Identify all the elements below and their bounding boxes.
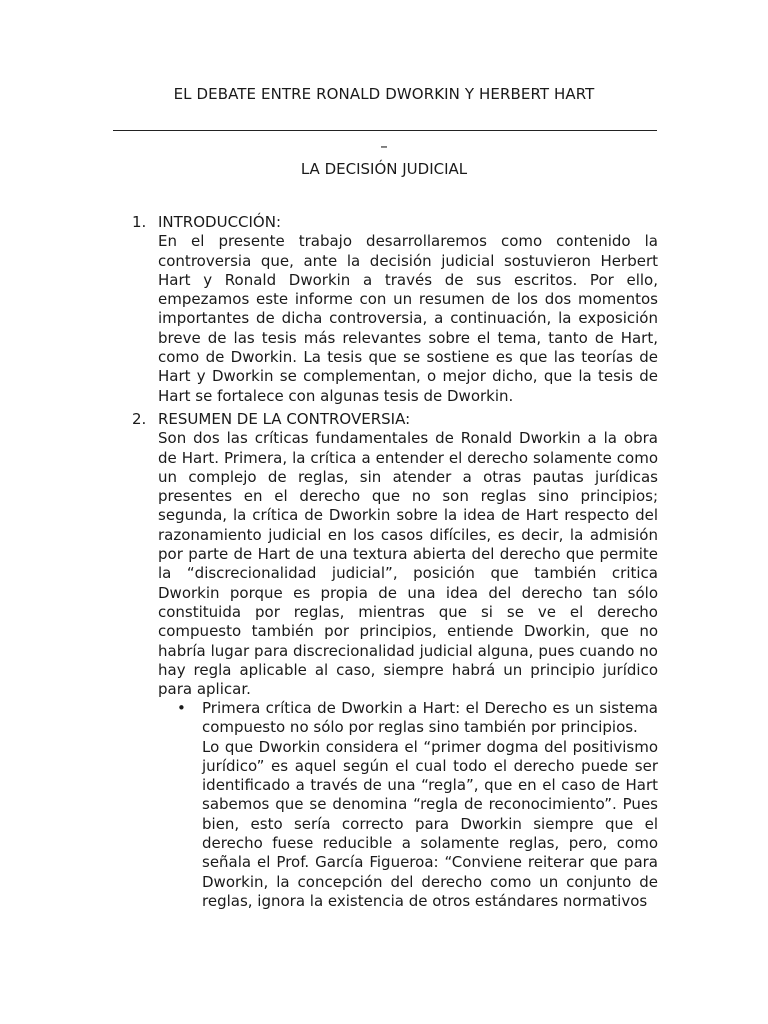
document-subtitle: LA DECISIÓN JUDICIAL xyxy=(300,160,468,178)
section-heading xyxy=(132,410,658,429)
section-number: 1. xyxy=(132,213,147,231)
section-heading-text: RESUMEN DE LA CONTROVERSIA: xyxy=(158,410,411,428)
section-heading xyxy=(132,213,658,232)
section-heading-text: INTRODUCCIÓN: xyxy=(158,213,282,231)
section-paragraph: Son dos las críticas fundamentales de Ronald Dworkin a la obra de Hart. Primera, la crítica a entender el derecho solamente como un complejo de reglas, sin atender a otras pautas jurídicas presentes en el derecho que no son reglas sino principios; segunda, la crítica de Dworkin sobre la idea de Hart respecto del razonamiento judicial en los casos difíciles, es decir, la admisión por parte de Hart de una textura abierta del derecho que permite la “discrecionalidad judicial”, posición que también critica Dworkin porque es propia de una idea del derecho tan sólo constituida por reglas, mientras que si se ve el derecho compuesto también por principios, entiende Dworkin, que no habría lugar para discrecionalidad judicial alguna, pues cuando no hay regla aplicable al caso, siempre habrá un principio jurídico para aplicar. xyxy=(158,429,658,699)
section-number: 2. xyxy=(132,410,147,428)
document-title: EL DEBATE ENTRE RONALD DWORKIN Y HERBERT HART xyxy=(173,85,595,103)
section-resumen xyxy=(132,410,658,699)
title-dash: – xyxy=(380,137,388,155)
bullet-paragraph: Lo que Dworkin considera el “primer dogma del positivismo jurídico” es aquel según el cual todo el derecho puede ser identificado a través de una “regla”, que en el caso de Hart sabemos que se denomina “regla de reconocimiento”. Pues bien, esto sería correcto para Dworkin siempre que el derecho fuese reducible a solamente reglas, pero, como señala el Prof. García Figueroa: “Conviene reiterar que para Dworkin, la concepción del derecho como un conjunto de reglas, ignora la existencia de otros estándares normativos xyxy=(202,737,658,910)
bullet-icon: • xyxy=(177,699,186,717)
title-divider xyxy=(113,130,657,131)
bullet-heading: Primera crítica de Dworkin a Hart: el Derecho es un sistema compuesto no sólo por reglas sino también por principios. xyxy=(202,699,658,737)
section-paragraph: En el presente trabajo desarrollaremos como contenido la controversia que, ante la decisión judicial sostuvieron Herbert Hart y Ronald Dworkin a través de sus escritos. Por ello, empezamos este informe con un resumen de los dos momentos importantes de dicha controversia, a continuación, la exposición breve de las tesis más relevantes sobre el tema, tanto de Hart, como de Dworkin. La tesis que se sostiene es que las teorías de Hart y Dworkin se complementan, o mejor dicho, que la tesis de Hart se fortalece con algunas tesis de Dworkin. xyxy=(158,232,658,405)
bullet-item xyxy=(177,699,658,911)
section-introduccion xyxy=(132,213,658,406)
